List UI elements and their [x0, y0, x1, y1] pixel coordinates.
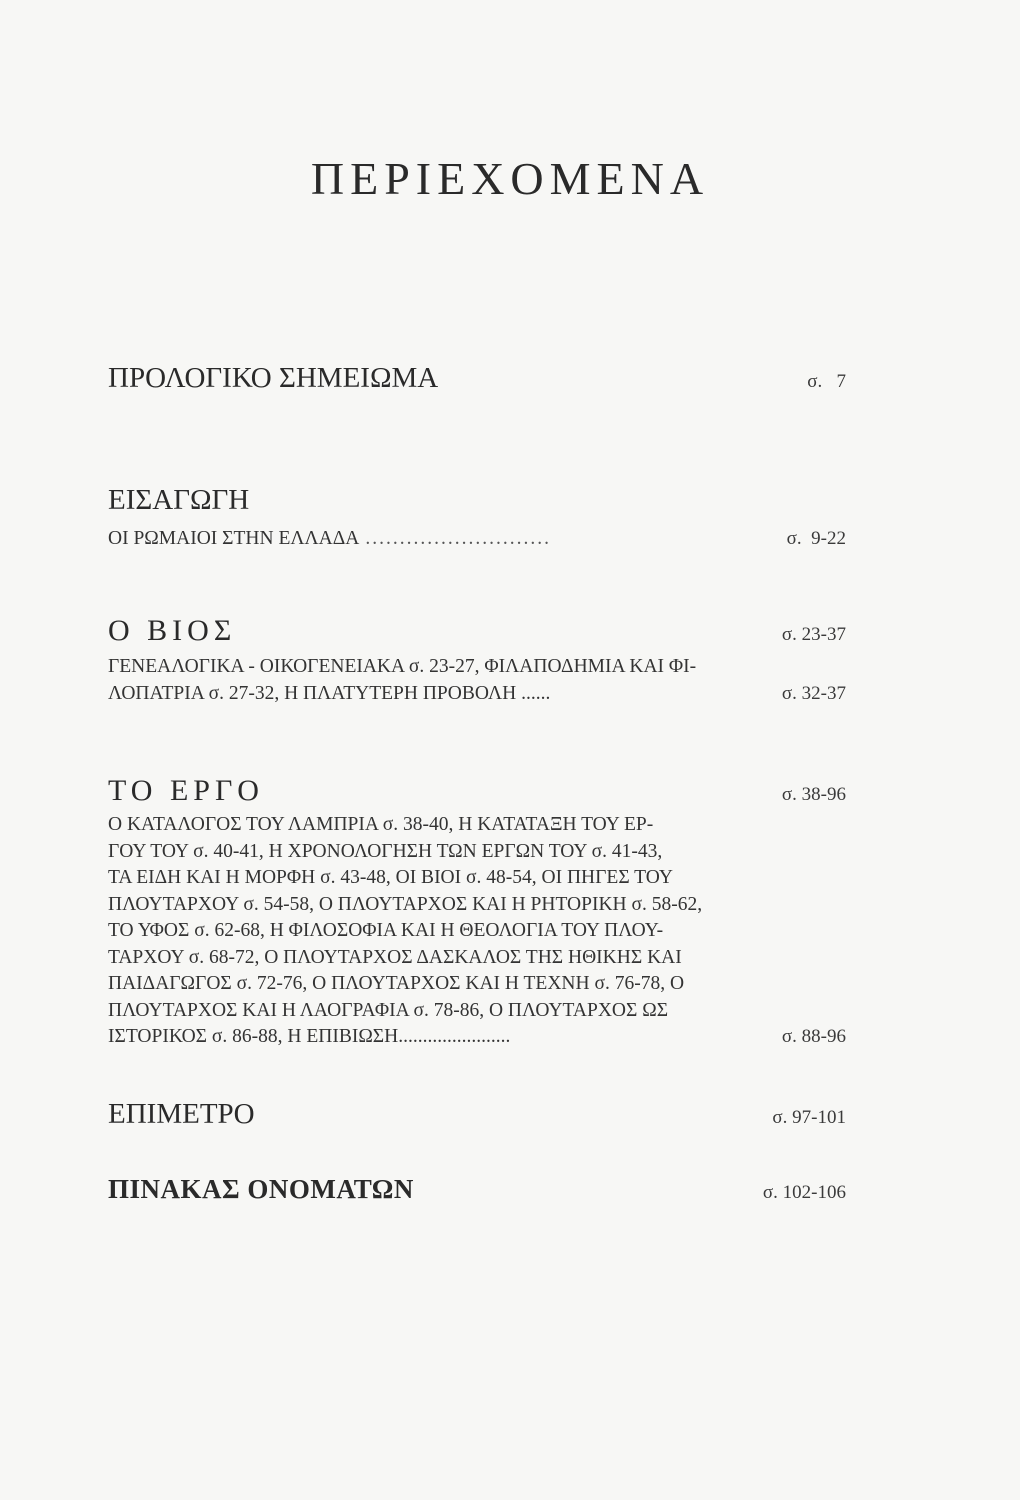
- toc-line-text: ΤΟ ΥΦΟΣ σ. 62-68, Η ΦΙΛΟΣΟΦΙΑ ΚΑΙ Η ΘΕΟΛΟΓΙΑ ΤΟΥ ΠΛΟΥ-: [108, 920, 664, 941]
- toc-line-page: σ. 88-96: [781, 1026, 846, 1047]
- toc-heading-life: Ο ΒΙΟΣ: [108, 614, 237, 647]
- toc-line: [108, 894, 846, 921]
- toc-page-epilogue: σ. 97-101: [772, 1107, 846, 1128]
- toc-line: [108, 920, 846, 947]
- toc-line-text: ΓΟΥ ΤΟΥ σ. 40-41, Η ΧΡΟΝΟΛΟΓΗΣΗ ΤΩΝ ΕΡΓΩΝ ΤΟΥ σ. 41-43,: [108, 840, 663, 862]
- toc-page-prologue: σ. 7: [807, 371, 846, 392]
- toc-line-text: ΤΑΡΧΟΥ σ. 68-72, Ο ΠΛΟΥΤΑΡΧΟΣ ΔΑΣΚΑΛΟΣ ΤΗΣ ΗΘΙΚΗΣ ΚΑΙ: [108, 946, 682, 968]
- toc-subentry-introduction: [108, 528, 846, 550]
- toc-line: [108, 1026, 846, 1053]
- toc-line-text: ΠΑΙΔΑΓΩΓΟΣ σ. 72-76, Ο ΠΛΟΥΤΑΡΧΟΣ ΚΑΙ Η ΤΕΧΝΗ σ. 76-78, Ο: [108, 973, 685, 994]
- toc-line: [108, 867, 846, 894]
- toc-line-text: ΠΛΟΥΤΑΡΧΟΣ ΚΑΙ Η ΛΑΟΓΡΑΦΙΑ σ. 78-86, Ο ΠΛΟΥΤΑΡΧΟΣ ΩΣ: [108, 999, 669, 1021]
- toc-line: [108, 973, 846, 1000]
- toc-line: [108, 683, 846, 710]
- toc-line-text: Ο ΚΑΤΑΛΟΓΟΣ ΤΟΥ ΛΑΜΠΡΙΑ σ. 38-40, Η ΚΑΤΑΤΑΞΗ ΤΟΥ ΕΡ-: [108, 814, 654, 835]
- toc-line: [108, 947, 846, 974]
- toc-line-text: ΤΑ ΕΙΔΗ ΚΑΙ Η ΜΟΡΦΗ σ. 43-48, ΟΙ ΒΙΟΙ σ. 48-54, ΟΙ ΠΗΓΕΣ ΤΟΥ: [108, 867, 673, 888]
- toc-entry-life: [108, 614, 846, 648]
- toc-line-text: ΛΟΠΑΤΡΙΑ σ. 27-32, Η ΠΛΑΤΥΤΕΡΗ ΠΡΟΒΟΛΗ ......: [108, 682, 551, 704]
- toc-entry-prologue: [108, 362, 846, 395]
- toc-heading-prologue: ΠΡΟΛΟΓΙΚΟ ΣΗΜΕΙΩΜΑ: [108, 362, 439, 394]
- toc-heading-work: ΤΟ ΕΡΓΟ: [108, 774, 264, 807]
- toc-line: [108, 656, 846, 683]
- toc-leader: ...........................: [365, 528, 551, 549]
- toc-line-text: ΙΣΤΟΡΙΚΟΣ σ. 86-88, Η ΕΠΙΒΙΩΣΗ.......................: [108, 1026, 511, 1047]
- toc-page-introduction: σ. 9-22: [786, 528, 846, 549]
- toc-lines-life: [108, 656, 846, 709]
- toc-heading-index: ΠΙΝΑΚΑΣ ΟΝΟΜΑΤΩΝ: [108, 1174, 414, 1204]
- toc-line-text: ΓΕΝΕΑΛΟΓΙΚΑ - ΟΙΚΟΓΕΝΕΙΑΚΑ σ. 23-27, ΦΙΛΑΠΟΔΗΜΙΑ ΚΑΙ ΦΙ-: [108, 656, 697, 677]
- toc-line-page: σ. 32-37: [781, 682, 846, 704]
- toc-line-text: ΠΛΟΥΤΑΡΧΟΥ σ. 54-58, Ο ΠΛΟΥΤΑΡΧΟΣ ΚΑΙ Η ΡΗΤΟΡΙΚΗ σ. 58-62,: [108, 893, 703, 915]
- toc-entry-index: [108, 1174, 846, 1205]
- toc-heading-epilogue: ΕΠΙΜΕΤΡΟ: [108, 1098, 255, 1130]
- toc-entry-work: [108, 774, 846, 808]
- toc-line: [108, 841, 846, 868]
- toc-lines-work: [108, 814, 846, 1053]
- toc-line: [108, 1000, 846, 1027]
- toc-entry-epilogue: [108, 1098, 846, 1131]
- toc-entry-introduction: [108, 484, 846, 517]
- toc-page-index: σ. 102-106: [762, 1182, 846, 1203]
- toc-line: [108, 814, 846, 841]
- toc-page-life: σ. 23-37: [781, 624, 846, 645]
- toc-page-work: σ. 38-96: [781, 784, 846, 805]
- page-title: ΠΕΡΙΕΧΟΜΕΝΑ: [310, 153, 710, 204]
- toc-sub-label: ΟΙ ΡΩΜΑΙΟΙ ΣΤΗΝ ΕΛΛΑΔΑ: [108, 528, 360, 549]
- toc-heading-introduction: ΕΙΣΑΓΩΓΗ: [108, 484, 250, 516]
